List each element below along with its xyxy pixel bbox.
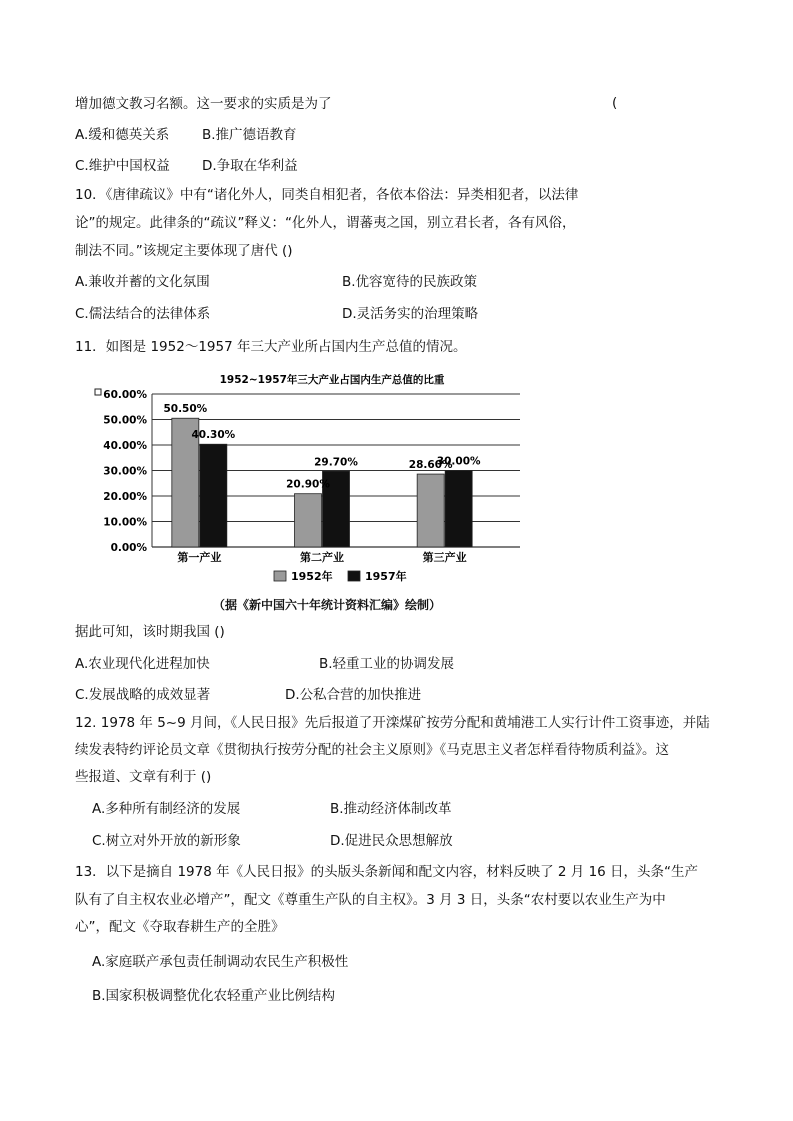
- legend-swatch: [348, 571, 360, 581]
- data-label: 20.90%: [286, 478, 330, 491]
- bar-chart: [92, 364, 532, 614]
- data-label: 50.50%: [163, 403, 208, 416]
- bar-chart-svg: [92, 364, 532, 614]
- q10-stem-line1: 10．《唐律疏议》中有“诸化外人，同类自相犯者，各依本俗法：异类相犯者，以法律: [75, 187, 579, 203]
- legend-label: 1952年: [291, 570, 333, 583]
- y-tick-label: 20.00%: [103, 491, 147, 503]
- q10-option-d: D.灵活务实的治理策略: [342, 306, 479, 322]
- q11-option-d: D.公私合营的加快推进: [285, 687, 422, 703]
- bar: [295, 494, 322, 547]
- q12-option-d: D.促进民众思想解放: [330, 833, 453, 849]
- q12-option-b: B.推动经济体制改革: [330, 801, 452, 817]
- y-tick-label: 60.00%: [103, 389, 147, 401]
- legend-swatch: [274, 571, 286, 581]
- q11-stem: 11．如图是 1952～1957 年三大产业所占国内生产总值的情况。: [75, 339, 467, 355]
- chart-source: （据《新中国六十年统计资料汇编》绘制）: [213, 598, 442, 612]
- q9-option-a: A.缓和德英关系: [75, 127, 170, 143]
- y-tick-label: 50.00%: [103, 414, 147, 427]
- bar: [445, 471, 472, 548]
- y-tick-label: 40.00%: [103, 440, 147, 452]
- q12-stem-line1: 12. 1978 年 5~9 月间，《人民日报》先后报道了开滦煤矿按劳分配和黄埔港工人实行计件工资事迹，并陆: [75, 715, 710, 731]
- q12-option-c: C.树立对外开放的新形象: [92, 833, 241, 849]
- q10-stem-line3: 制法不同。”该规定主要体现了唐代 (): [75, 243, 293, 259]
- bar: [200, 444, 227, 547]
- q13-option-a: A.家庭联产承包责任制调动农民生产积极性: [92, 954, 349, 970]
- q13-stem-line1: 13．以下是摘自 1978 年《人民日报》的头版头条新闻和配文内容，材料反映了 2 月 16 日，头条“生产: [75, 864, 699, 880]
- square-marker-icon: [95, 389, 101, 395]
- q11-option-c: C.发展战略的成效显著: [75, 687, 211, 703]
- bar: [417, 474, 444, 547]
- q13-option-b: B.国家积极调整优化农轻重产业比例结构: [92, 988, 336, 1004]
- q12-stem-line2: 续发表特约评论员文章《贯彻执行按劳分配的社会主义原则》《马克思主义者怎样看待物质利益》。这: [75, 742, 669, 758]
- q9-stem: 增加德文教习名额。这一要求的实质是为了: [75, 96, 332, 112]
- chart-title: 1952~1957年三大产业占国内生产总值的比重: [219, 374, 445, 386]
- category-label: 第三产业: [422, 551, 467, 564]
- q10-option-c: C.儒法结合的法律体系: [75, 306, 211, 322]
- q12-stem-line3: 些报道、文章有利于 (): [75, 769, 212, 785]
- q11-option-a: A.农业现代化进程加快: [75, 656, 210, 672]
- data-label: 30.00%: [436, 455, 481, 468]
- q10-option-b: B.优容宽待的民族政策: [342, 274, 478, 290]
- q13-stem-line2: 队有了自主权农业必增产”，配文《尊重生产队的自主权》。3 月 3 日，头条“农村要以农业生产为中: [75, 892, 666, 908]
- q13-stem-line3: 心”，配文《夺取春耕生产的全胜》: [75, 919, 285, 935]
- data-label: 29.70%: [314, 456, 358, 469]
- q9-answer-paren: (: [612, 95, 618, 111]
- q11-after: 据此可知，该时期我国 (): [75, 624, 225, 640]
- q9-option-c: C.维护中国权益: [75, 158, 170, 174]
- data-label: 28.60%: [408, 459, 453, 472]
- category-label: 第一产业: [177, 551, 222, 564]
- y-tick-label: 30.00%: [103, 465, 147, 478]
- y-tick-label: 0.00%: [110, 542, 147, 554]
- q11-option-b: B.轻重工业的协调发展: [319, 656, 455, 672]
- q9-option-d: D.争取在华利益: [202, 158, 298, 174]
- legend-label: 1957年: [365, 570, 407, 583]
- y-tick-label: 10.00%: [103, 516, 147, 529]
- q12-option-a: A.多种所有制经济的发展: [92, 801, 241, 817]
- q9-option-b: B.推广德语教育: [202, 127, 297, 143]
- q10-option-a: A.兼收并蓄的文化氛围: [75, 274, 210, 290]
- category-label: 第二产业: [300, 551, 344, 564]
- q10-stem-line2: 论”的规定。此律条的“疏议”释义：“化外人，谓蕃夷之国，别立君长者，各有风俗，: [75, 215, 576, 231]
- data-label: 40.30%: [191, 429, 236, 442]
